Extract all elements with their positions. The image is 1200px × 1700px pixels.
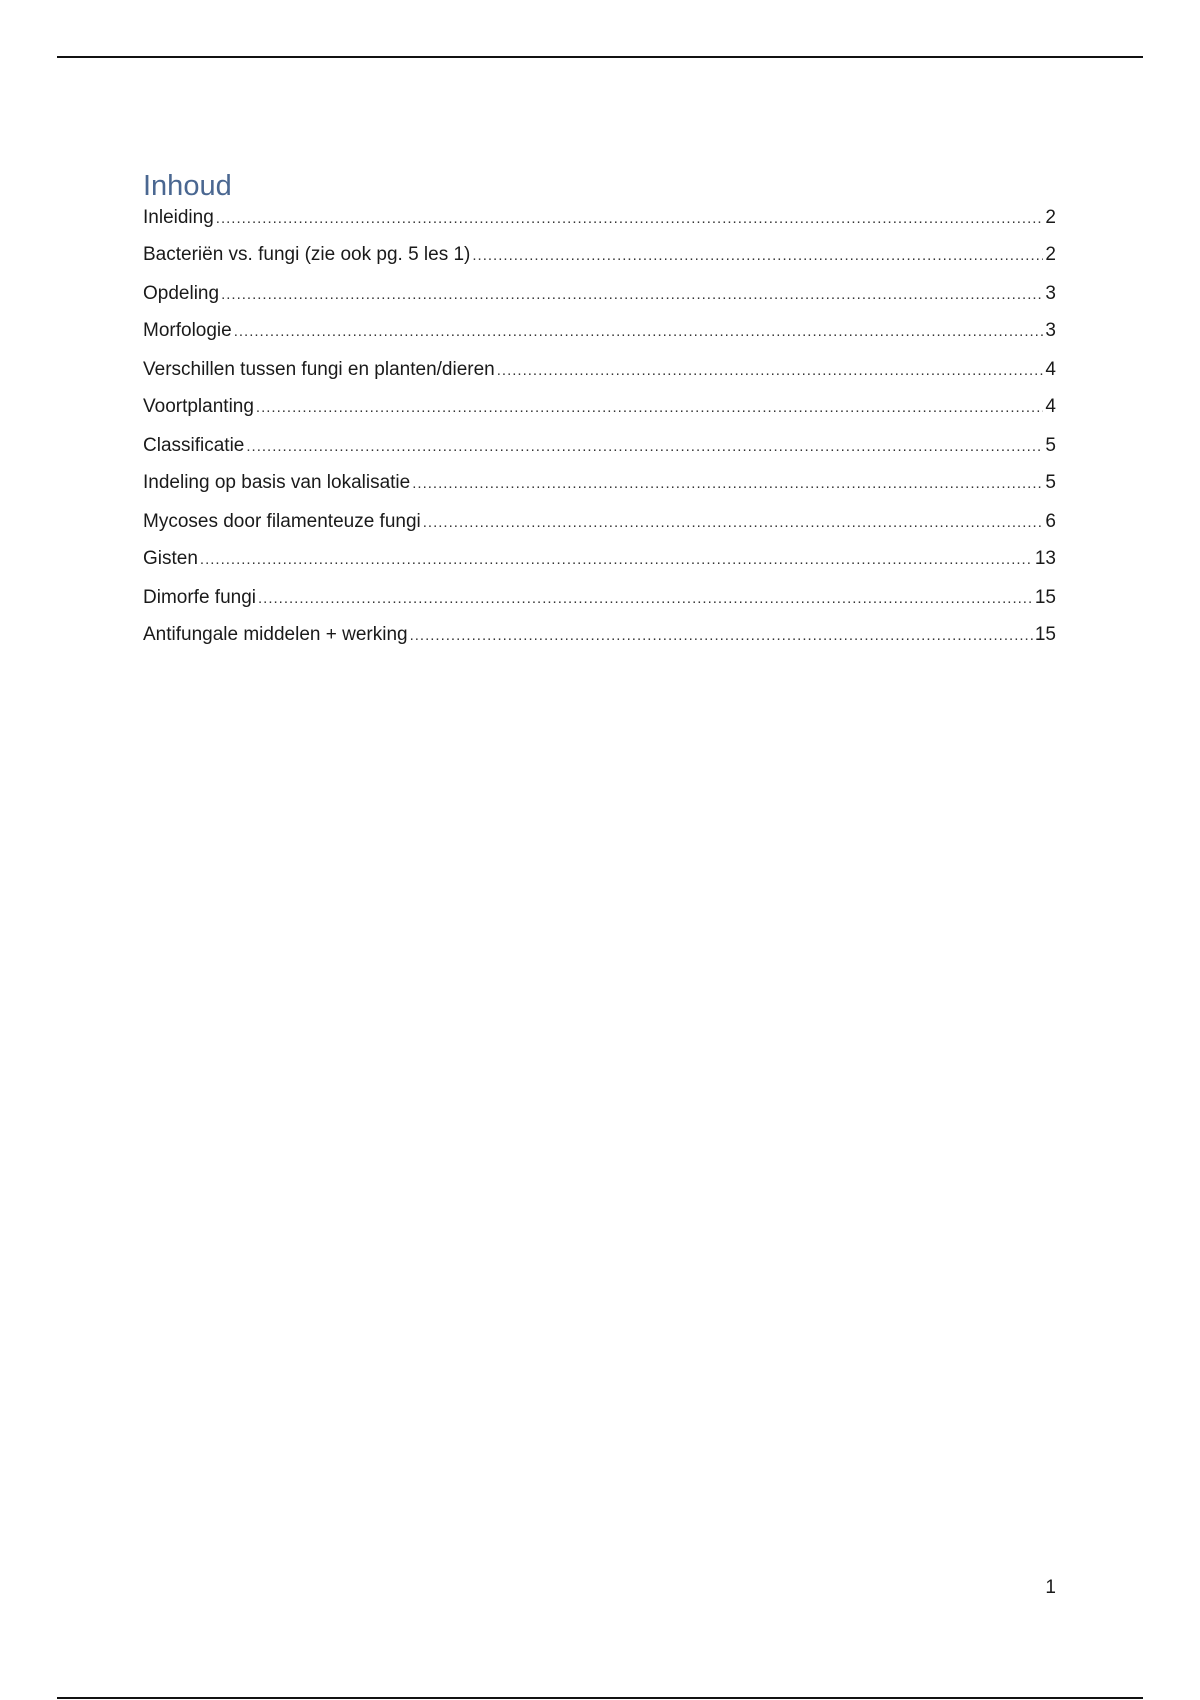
toc-entry-label: Dimorfe fungi [143,587,256,608]
toc-dot-leader [258,587,1033,611]
toc-entry-page: 5 [1045,435,1056,456]
toc-entry-label: Bacteriën vs. fungi (zie ook pg. 5 les 1) [143,244,471,265]
toc-entry[interactable] [143,510,1056,535]
footer-rule [57,1697,1143,1699]
toc-entry[interactable] [143,243,1056,268]
page-number: 1 [1045,1577,1056,1598]
toc-entry[interactable] [143,434,1056,459]
toc-entry[interactable] [143,395,1056,420]
toc-dot-leader [423,511,1044,535]
toc-entry-label: Voortplanting [143,396,254,417]
toc-entry[interactable] [143,319,1056,344]
toc-entry-page: 6 [1045,511,1056,532]
toc-dot-leader [221,283,1043,307]
toc-entry-label: Morfologie [143,320,232,341]
toc-entry-page: 13 [1034,548,1056,569]
toc-entry[interactable] [143,358,1056,383]
toc-entry-label: Classificatie [143,435,245,456]
table-of-contents [143,166,1056,648]
toc-entry[interactable] [143,623,1056,648]
toc-entry-page: 2 [1045,244,1056,265]
toc-entry-label: Antifungale middelen + werking [143,624,408,645]
toc-entry-page: 3 [1045,320,1056,341]
toc-entry-label: Opdeling [143,283,220,304]
toc-dot-leader [497,359,1044,383]
toc-entry-label: Gisten [143,548,198,569]
toc-entry-page: 4 [1045,359,1056,380]
header-rule [57,56,1143,58]
toc-entry[interactable] [143,282,1056,307]
toc-entry[interactable] [143,206,1056,231]
toc-heading: Inhoud [143,170,232,202]
toc-entry-page: 4 [1045,396,1056,417]
toc-entry[interactable] [143,547,1056,572]
toc-dot-leader [246,435,1043,459]
toc-entry-page: 5 [1045,472,1056,493]
toc-dot-leader [472,244,1043,268]
toc-entry[interactable] [143,586,1056,611]
toc-dot-leader [410,624,1033,648]
toc-list [143,206,1056,648]
toc-dot-leader [200,548,1033,572]
toc-entry-page: 3 [1045,283,1056,304]
toc-entry-page: 15 [1034,624,1056,645]
toc-dot-leader [256,396,1044,420]
toc-dot-leader [234,320,1044,344]
toc-entry-label: Mycoses door filamenteuze fungi [143,511,421,532]
toc-entry-label: Verschillen tussen fungi en planten/dieren [143,359,495,380]
toc-entry-label: Inleiding [143,207,214,228]
toc-entry-page: 2 [1045,207,1056,228]
toc-entry-label: Indeling op basis van lokalisatie [143,472,411,493]
toc-entry[interactable] [143,471,1056,496]
toc-entry-page: 15 [1034,587,1056,608]
toc-dot-leader [412,472,1043,496]
toc-dot-leader [216,207,1044,231]
